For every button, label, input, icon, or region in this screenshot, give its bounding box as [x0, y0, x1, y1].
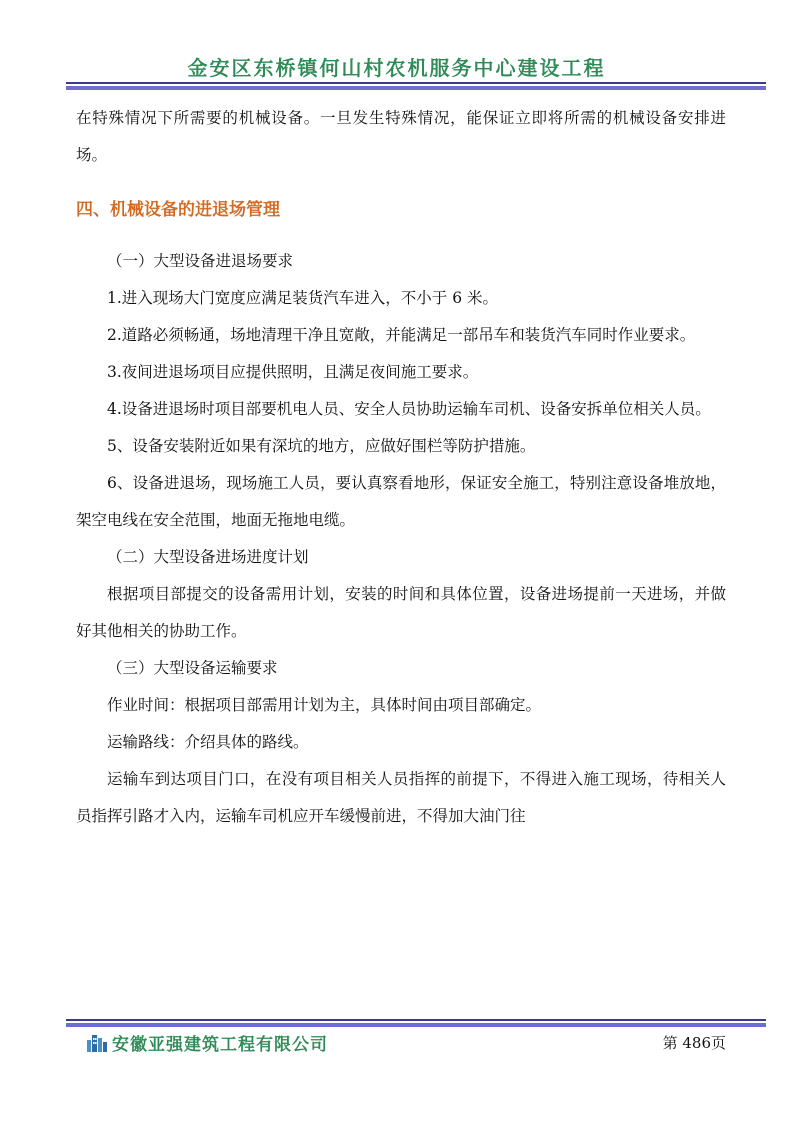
footer-divider [66, 1019, 766, 1027]
company-name: 安徽亚强建筑工程有限公司 [112, 1035, 328, 1055]
section-heading: 四、机械设备的进退场管理 [76, 200, 280, 220]
list-item: 4.设备进退场时项目部要机电人员、安全人员协助运输车司机、设备安拆单位相关人员。 [107, 400, 711, 418]
paragraph: 运输路线：介绍具体的路线。 [107, 733, 309, 751]
intro-paragraph: 在特殊情况下所需要的机械设备。一旦发生特殊情况，能保证立即将所需的机械设备安排进场。 [76, 109, 726, 164]
page-header-title: 金安区东桥镇何山村农机服务中心建设工程 [187, 56, 606, 80]
paragraph: 作业时间：根据项目部需用计划为主，具体时间由项目部确定。 [107, 696, 542, 714]
subheading-3: （三）大型设备运输要求 [107, 659, 278, 677]
building-logo-icon [86, 1032, 108, 1052]
list-item: 1.进入现场大门宽度应满足装货汽车进入，不小于 6 米。 [107, 289, 499, 307]
paragraph: 根据项目部提交的设备需用计划，安装的时间和具体位置，设备进场提前一天进场，并做好其他相关的协助工作。 [76, 585, 726, 640]
list-item: 2.道路必须畅通，场地清理干净且宽敞，并能满足一部吊车和装货汽车同时作业要求。 [107, 326, 696, 344]
header-divider [66, 82, 766, 90]
subheading-2: （二）大型设备进场进度计划 [107, 548, 309, 566]
page-number: 第 486页 [662, 1034, 726, 1052]
list-item: 3.夜间进退场项目应提供照明，且满足夜间施工要求。 [107, 363, 479, 381]
subheading-1: （一）大型设备进退场要求 [107, 252, 294, 270]
list-item: 5、设备安装附近如果有深坑的地方，应做好围栏等防护措施。 [107, 437, 536, 455]
document-body [76, 100, 726, 835]
list-item: 6、设备进退场，现场施工人员，要认真察看地形，保证安全施工，特别注意设备堆放地，架空电线在安全范围，地面无拖地电缆。 [76, 474, 726, 529]
page-footer [86, 1030, 726, 1056]
paragraph: 运输车到达项目门口，在没有项目相关人员指挥的前提下，不得进入施工现场，待相关人员指挥引路才入内，运输车司机应开车缓慢前进，不得加大油门往 [76, 770, 726, 825]
